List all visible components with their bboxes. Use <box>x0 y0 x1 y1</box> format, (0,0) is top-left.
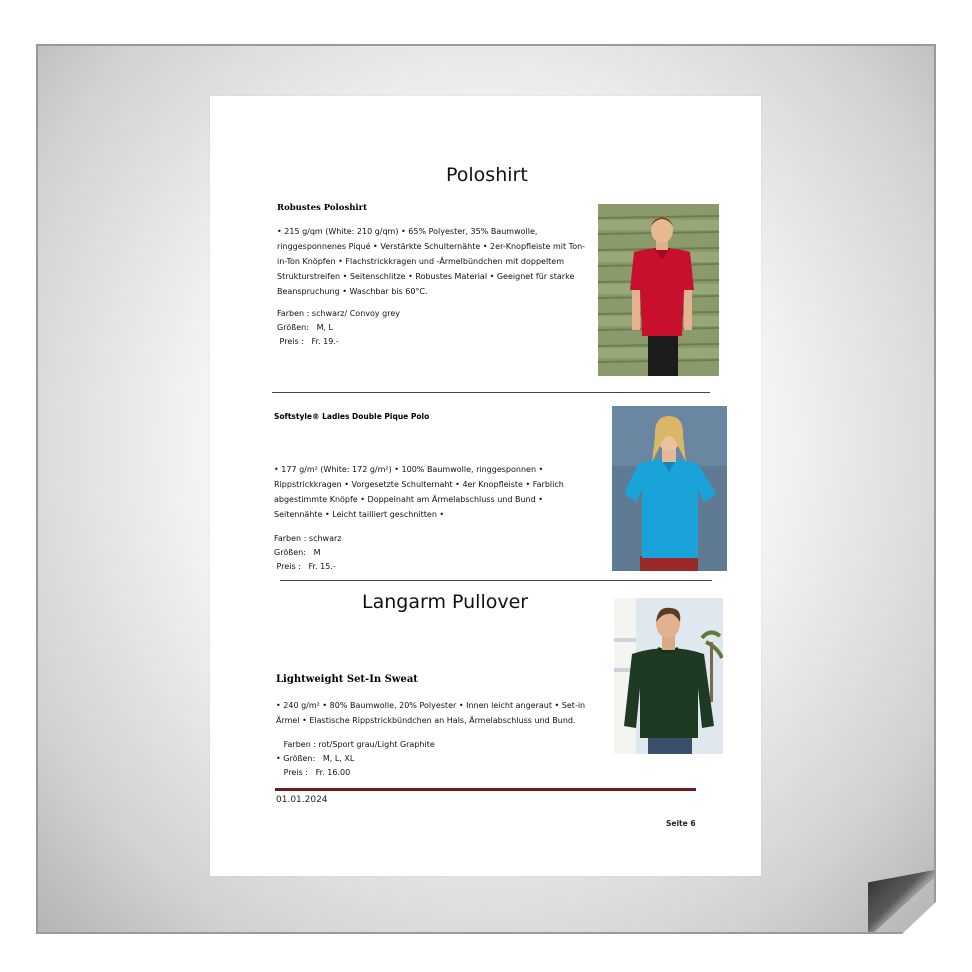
product-colors-1: Farben : schwarz/ Convoy grey <box>277 309 401 318</box>
section-title-poloshirt: Poloshirt <box>446 164 528 186</box>
section-divider-1 <box>272 392 710 393</box>
product-price-1: Preis : Fr. 19.- <box>277 337 339 346</box>
footer-date: 01.01.2024 <box>276 795 328 805</box>
product-description-2: • 177 g/m² (White: 172 g/m²) • 100% Baumwolle, ringgesponnen • Rippstrickkragen • Vorgesetzte Schulternaht • 4er Knopfleiste • Farblich abgestimmte Knöpfe • Doppelnaht am Ärmelabschluss und Bund • Seitennähte • Leicht tailliert geschnitten • <box>274 465 564 519</box>
product-image-lightweight-sweat <box>614 598 723 754</box>
footer-page-number: Seite 6 <box>666 819 696 828</box>
product-description-3: • 240 g/m² • 80% Baumwolle, 20% Polyester • Innen leicht angeraut • Set-in Ärmel • Elastische Rippstrickbündchen an Hals, Ärmelabschluss und Bund. <box>276 701 586 725</box>
product-sizes-3: • Größen: M, L, XL <box>276 754 355 763</box>
product-name-robustes-poloshirt: Robustes Poloshirt <box>277 203 368 213</box>
product-image-robustes-poloshirt <box>598 204 719 376</box>
product-description-1: • 215 g/qm (White: 210 g/qm) • 65% Polyester, 35% Baumwolle, ringgesponnenes Piqué • Verstärkte Schulternähte • 2er-Knopfleiste mit Ton-in-Ton Knöpfen • Flachstrickkragen und -Ärmelbündchen mit doppeltem Strukturstreifen • Seitenschlitze • Robustes Material • Geeignet für starke Beanspruchung • Waschbar bis 60°C. <box>277 227 586 296</box>
product-colors-2: Farben : schwarz <box>274 534 342 543</box>
document-page <box>210 96 761 876</box>
product-price-2: Preis : Fr. 15.- <box>274 562 336 571</box>
section-divider-2 <box>280 580 712 581</box>
product-sizes-1: Größen: M, L <box>277 323 334 332</box>
product-price-3: Preis : Fr. 16.00 <box>276 768 351 777</box>
product-sizes-2: Größen: M <box>274 548 321 557</box>
product-name-lightweight-sweat: Lightweight Set-In Sweat <box>276 674 418 685</box>
footer-rule <box>275 788 696 791</box>
product-name-softstyle-ladies-polo: Softstyle® Ladies Double Pique Polo <box>274 412 430 421</box>
section-title-langarm-pullover: Langarm Pullover <box>362 591 529 613</box>
product-image-ladies-polo <box>612 406 727 571</box>
product-colors-3: Farben : rot/Sport grau/Light Graphite <box>276 740 435 749</box>
